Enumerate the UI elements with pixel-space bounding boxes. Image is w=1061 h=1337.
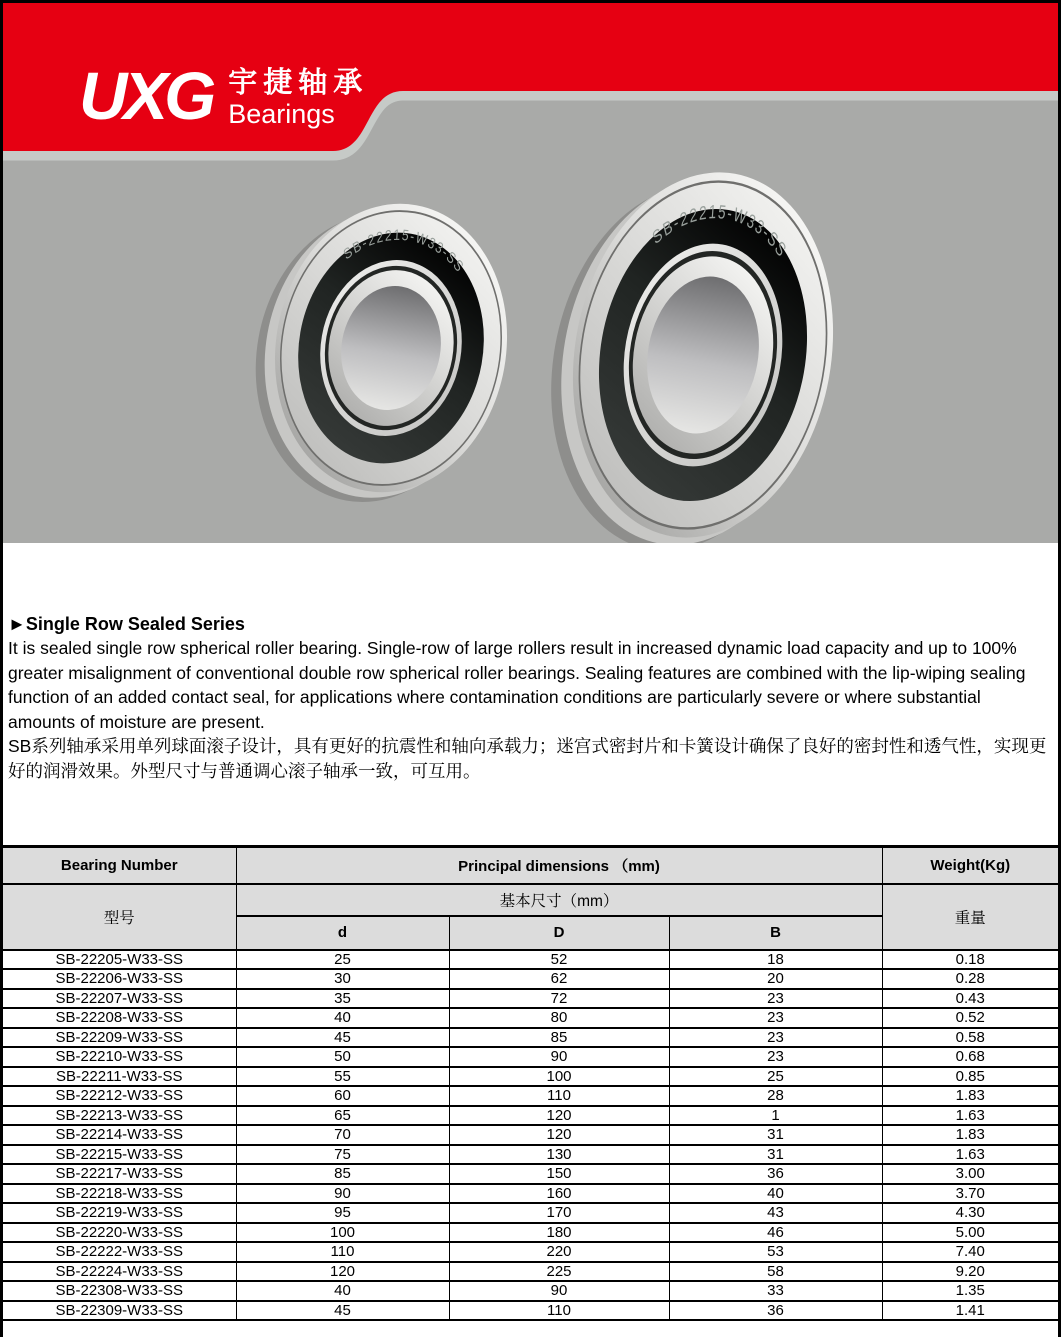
cell-weight: 7.40 [882, 1242, 1058, 1262]
cell-D: 52 [449, 950, 669, 970]
cell-D: 85 [449, 1028, 669, 1048]
cell-weight: 4.30 [882, 1203, 1058, 1223]
cell-bearing_number: SB-22219-W33-SS [3, 1203, 236, 1223]
table-row [3, 1028, 1058, 1048]
table-row [3, 1047, 1058, 1067]
cell-weight: 0.18 [882, 950, 1058, 970]
cell-bearing_number: SB-22213-W33-SS [3, 1106, 236, 1126]
series-title-text: Single Row Sealed Series [25, 614, 245, 634]
cell-B: 23 [669, 1008, 882, 1028]
spec-table [3, 845, 1058, 1321]
table-row [3, 1281, 1058, 1301]
cell-d: 60 [236, 1086, 449, 1106]
cell-D: 220 [449, 1242, 669, 1262]
cell-weight: 0.43 [882, 989, 1058, 1009]
cell-d: 55 [236, 1067, 449, 1087]
table-row [3, 1301, 1058, 1321]
table-row [3, 950, 1058, 970]
series-description-en: It is sealed single row spherical roller bearing. Single-row of large rollers result in increased dynamic load capacity and up to 100% greater misalignment of conventional double row spherical roller bearings. Sealing features are combined with the lip-wiping sealing function of an added contact seal, for applications where contamination conditions are particularly severe or where substantial amounts of moisture are present. [8, 638, 1026, 732]
cell-B: 58 [669, 1262, 882, 1282]
series-title [8, 612, 1050, 636]
cell-bearing_number: SB-22205-W33-SS [3, 950, 236, 970]
cell-d: 85 [236, 1164, 449, 1184]
cell-d: 120 [236, 1262, 449, 1282]
cell-bearing_number: SB-22308-W33-SS [3, 1281, 236, 1301]
cell-bearing_number: SB-22224-W33-SS [3, 1262, 236, 1282]
cell-D: 90 [449, 1281, 669, 1301]
principal-dimensions-header: Principal dimensions （mm) [236, 847, 882, 884]
table-row [3, 1145, 1058, 1165]
table-row [3, 1086, 1058, 1106]
cell-B: 36 [669, 1301, 882, 1321]
cell-d: 50 [236, 1047, 449, 1067]
cell-B: 23 [669, 989, 882, 1009]
cell-B: 31 [669, 1125, 882, 1145]
cell-bearing_number: SB-22208-W33-SS [3, 1008, 236, 1028]
cell-B: 18 [669, 950, 882, 970]
cell-d: 95 [236, 1203, 449, 1223]
cell-bearing_number: SB-22214-W33-SS [3, 1125, 236, 1145]
spec-table-head [3, 847, 1058, 950]
cell-D: 150 [449, 1164, 669, 1184]
cell-weight: 3.00 [882, 1164, 1058, 1184]
table-row [3, 1242, 1058, 1262]
cell-B: 40 [669, 1184, 882, 1204]
cell-bearing_number: SB-22206-W33-SS [3, 969, 236, 989]
cell-d: 40 [236, 1281, 449, 1301]
cell-D: 90 [449, 1047, 669, 1067]
cell-bearing_number: SB-22212-W33-SS [3, 1086, 236, 1106]
cell-bearing_number: SB-22218-W33-SS [3, 1184, 236, 1204]
cell-D: 225 [449, 1262, 669, 1282]
cell-d: 30 [236, 969, 449, 989]
cell-d: 70 [236, 1125, 449, 1145]
col-D-header: D [449, 916, 669, 950]
cell-B: 1 [669, 1106, 882, 1126]
cell-B: 36 [669, 1164, 882, 1184]
cell-d: 110 [236, 1242, 449, 1262]
cell-weight: 1.83 [882, 1125, 1058, 1145]
cell-d: 75 [236, 1145, 449, 1165]
cell-B: 33 [669, 1281, 882, 1301]
cell-weight: 0.68 [882, 1047, 1058, 1067]
cell-B: 46 [669, 1223, 882, 1243]
uxg-wordmark: UXG [79, 59, 213, 134]
col-d-header: d [236, 916, 449, 950]
cell-d: 25 [236, 950, 449, 970]
table-row [3, 1008, 1058, 1028]
cell-weight: 1.63 [882, 1106, 1058, 1126]
cell-D: 110 [449, 1301, 669, 1321]
cell-bearing_number: SB-22215-W33-SS [3, 1145, 236, 1165]
spec-table-body [3, 950, 1058, 1321]
table-row [3, 1223, 1058, 1243]
cell-weight: 1.83 [882, 1086, 1058, 1106]
table-row [3, 1106, 1058, 1126]
cell-bearing_number: SB-22207-W33-SS [3, 989, 236, 1009]
cell-d: 45 [236, 1301, 449, 1321]
table-row [3, 1184, 1058, 1204]
cell-weight: 1.35 [882, 1281, 1058, 1301]
cell-D: 170 [449, 1203, 669, 1223]
cell-D: 72 [449, 989, 669, 1009]
brand-header [3, 3, 1058, 543]
cell-D: 80 [449, 1008, 669, 1028]
cell-weight: 1.63 [882, 1145, 1058, 1165]
bearing-number-header: Bearing Number [3, 847, 236, 884]
cell-weight: 0.52 [882, 1008, 1058, 1028]
cell-D: 100 [449, 1067, 669, 1087]
cell-weight: 1.41 [882, 1301, 1058, 1321]
cell-bearing_number: SB-22210-W33-SS [3, 1047, 236, 1067]
cell-weight: 5.00 [882, 1223, 1058, 1243]
cell-d: 100 [236, 1223, 449, 1243]
cell-d: 65 [236, 1106, 449, 1126]
cell-B: 23 [669, 1028, 882, 1048]
cell-D: 120 [449, 1125, 669, 1145]
table-row [3, 1203, 1058, 1223]
col-B-header: B [669, 916, 882, 950]
cell-d: 35 [236, 989, 449, 1009]
cell-d: 40 [236, 1008, 449, 1028]
cell-bearing_number: SB-22222-W33-SS [3, 1242, 236, 1262]
brand-name-cn: 宇捷轴承 [228, 67, 369, 99]
weight-cn-header: 重量 [882, 884, 1058, 950]
table-row [3, 989, 1058, 1009]
cell-D: 160 [449, 1184, 669, 1204]
cell-bearing_number: SB-22211-W33-SS [3, 1067, 236, 1087]
cell-B: 28 [669, 1086, 882, 1106]
table-row [3, 1262, 1058, 1282]
table-row [3, 969, 1058, 989]
cell-D: 130 [449, 1145, 669, 1165]
table-row [3, 1164, 1058, 1184]
series-description-section [3, 543, 1058, 783]
brand-logo [79, 59, 369, 134]
cell-D: 120 [449, 1106, 669, 1126]
brand-name-en: Bearings [228, 99, 335, 129]
cell-weight: 0.85 [882, 1067, 1058, 1087]
cell-d: 45 [236, 1028, 449, 1048]
basic-size-cn-header: 基本尺寸（mm） [236, 884, 882, 916]
cell-weight: 3.70 [882, 1184, 1058, 1204]
cell-bearing_number: SB-22220-W33-SS [3, 1223, 236, 1243]
cell-D: 62 [449, 969, 669, 989]
series-description-cn: SB系列轴承采用单列球面滚子设计，具有更好的抗震性和轴向承载力；迷宫式密封片和卡簧设计确保了良好的密封性和透气性，实现更好的润滑效果。外型尺寸与普通调心滚子轴承一致，可互用。 [8, 736, 1047, 781]
cell-B: 53 [669, 1242, 882, 1262]
cell-B: 23 [669, 1047, 882, 1067]
cell-bearing_number: SB-22309-W33-SS [3, 1301, 236, 1321]
cell-B: 25 [669, 1067, 882, 1087]
cell-B: 20 [669, 969, 882, 989]
cell-weight: 0.58 [882, 1028, 1058, 1048]
cell-D: 180 [449, 1223, 669, 1243]
cell-B: 43 [669, 1203, 882, 1223]
cell-bearing_number: SB-22217-W33-SS [3, 1164, 236, 1184]
cell-D: 110 [449, 1086, 669, 1106]
cell-weight: 9.20 [882, 1262, 1058, 1282]
cell-B: 31 [669, 1145, 882, 1165]
arrow-bullet-icon: ► [8, 614, 26, 634]
weight-header: Weight(Kg) [882, 847, 1058, 884]
table-row [3, 1125, 1058, 1145]
table-row [3, 1067, 1058, 1087]
cell-weight: 0.28 [882, 969, 1058, 989]
model-cn-header: 型号 [3, 884, 236, 950]
cell-bearing_number: SB-22209-W33-SS [3, 1028, 236, 1048]
cell-d: 90 [236, 1184, 449, 1204]
